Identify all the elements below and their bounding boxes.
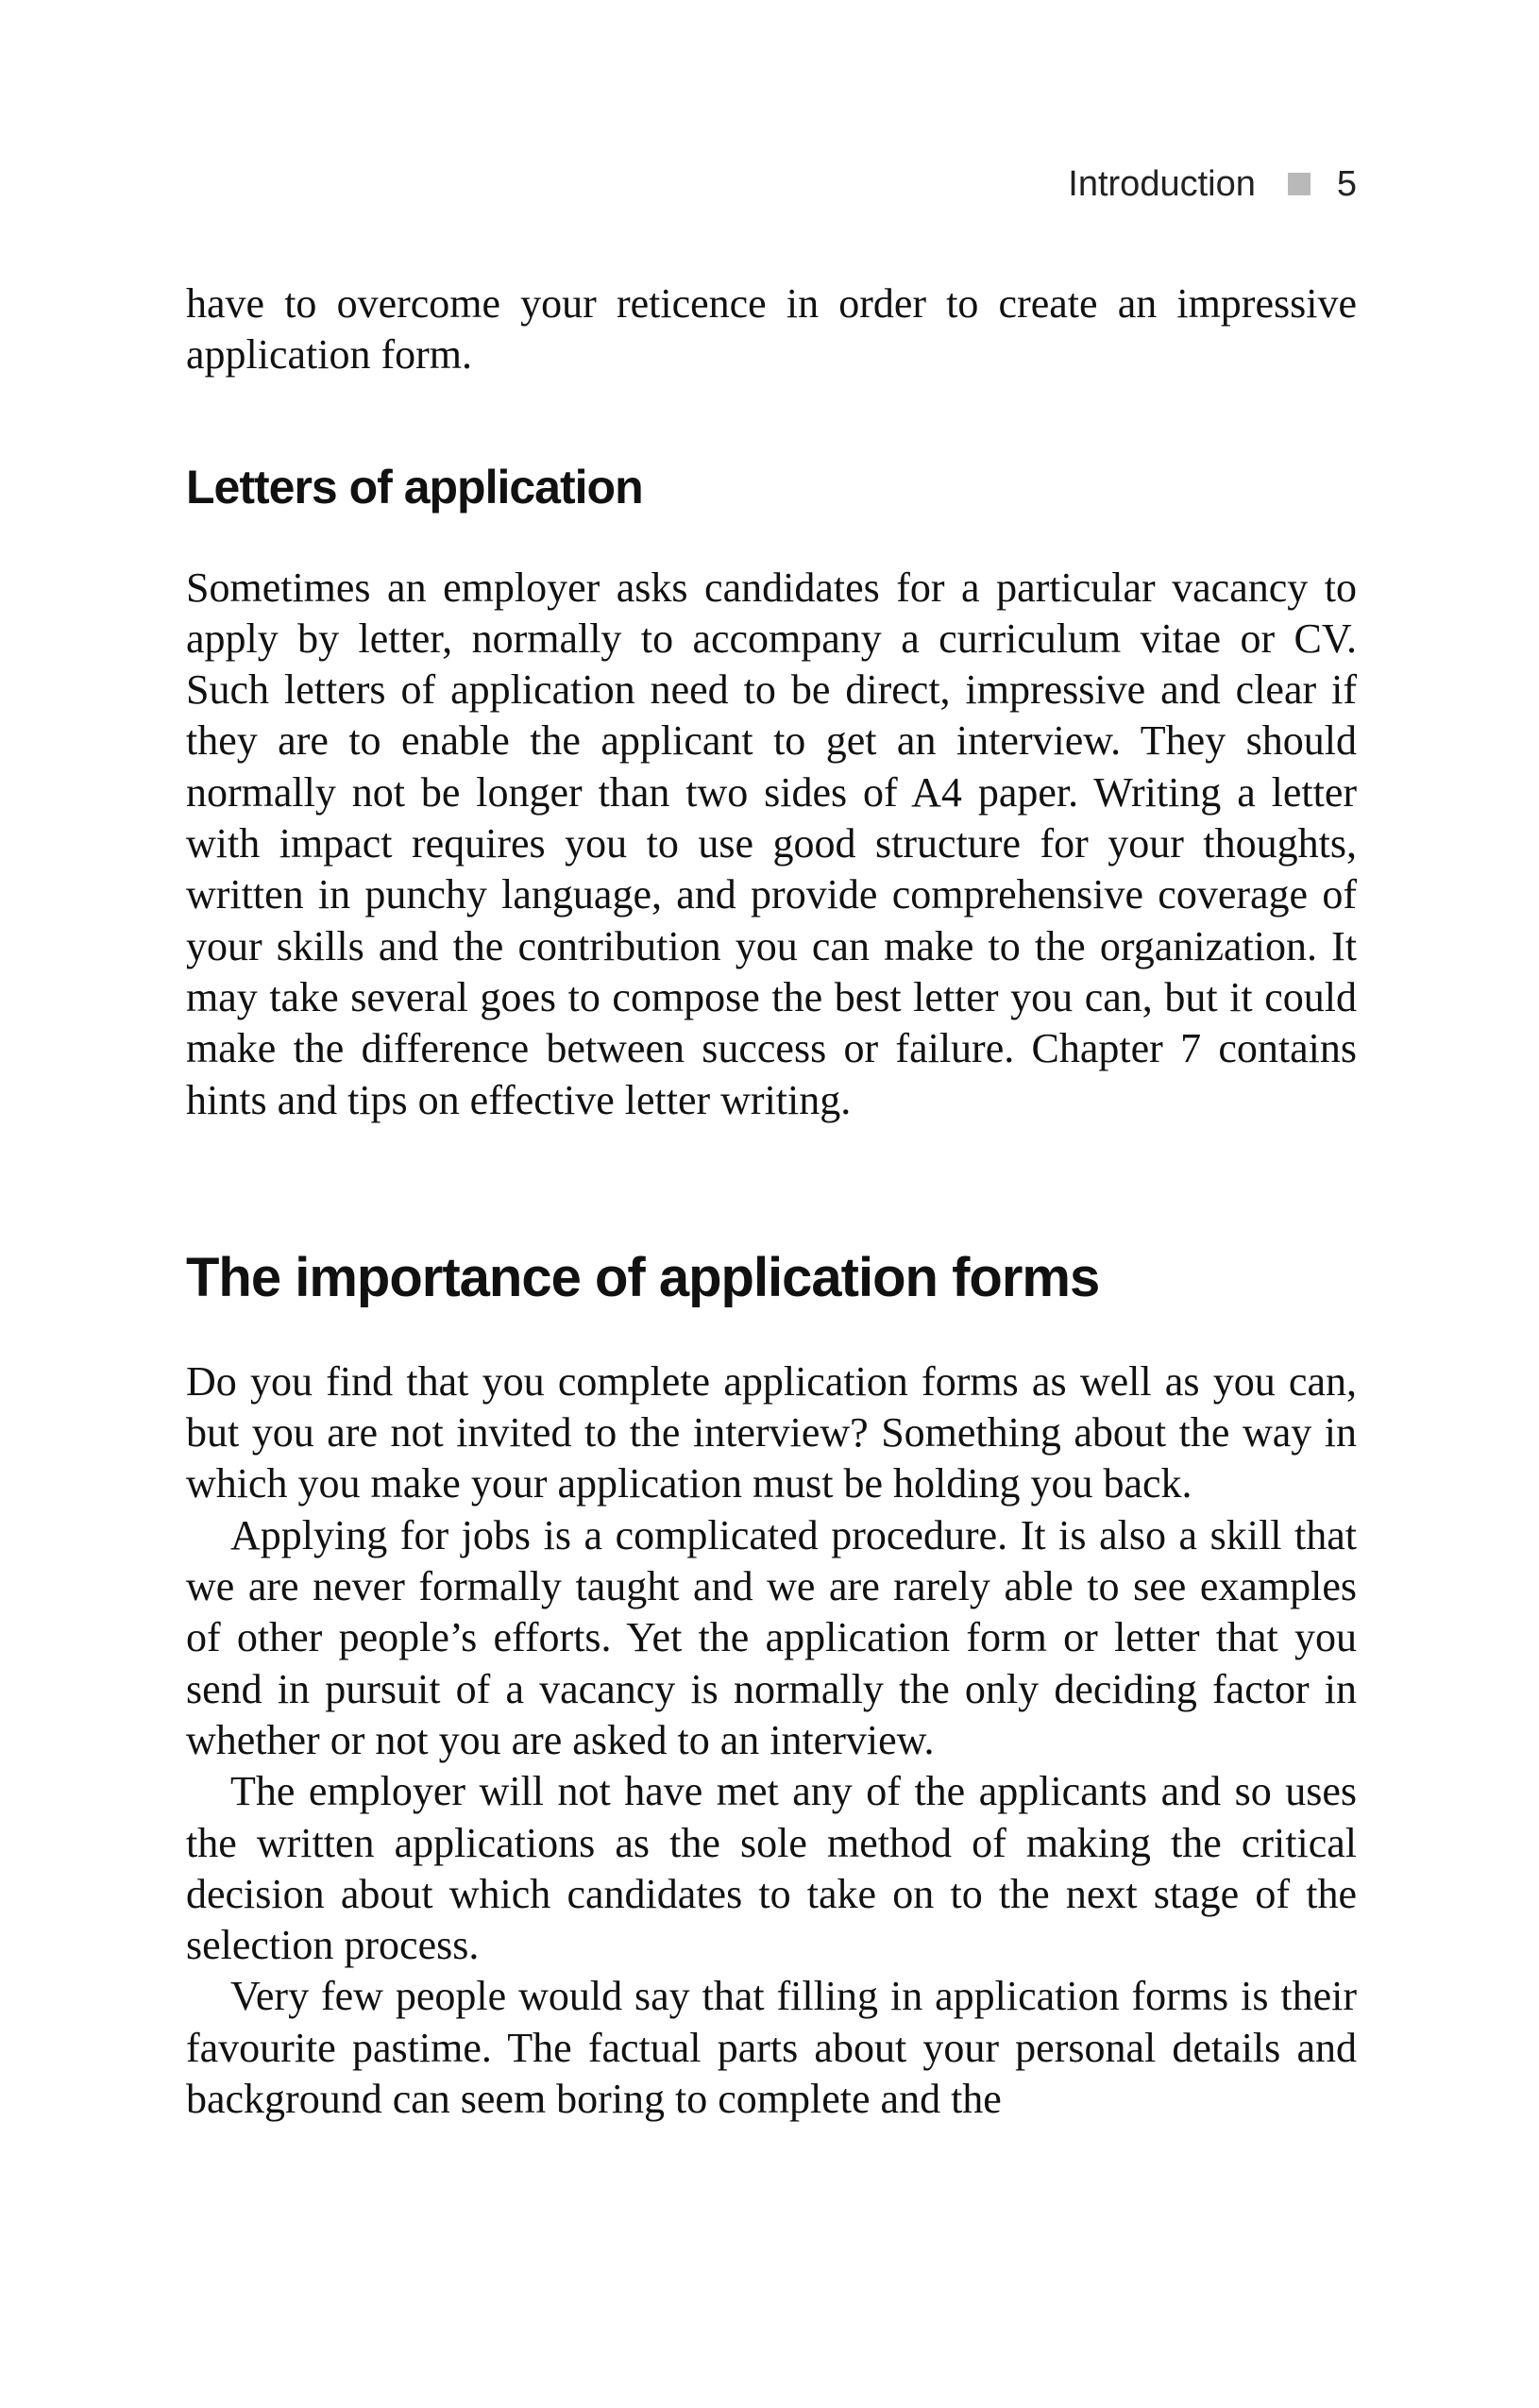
page-content: [186, 278, 1357, 2125]
letters-heading: Letters of application: [186, 460, 643, 514]
importance-paragraph-4: Very few people would say that filling in application forms is their favourite pastime. The factual parts about your personal details and background can seem boring to complete and the: [186, 1973, 1357, 2123]
continuation-paragraph: have to overcome your reticence in order to create an impressive application form.: [186, 280, 1357, 379]
page-number: 5: [1336, 164, 1357, 204]
importance-paragraph-1: Do you find that you complete application forms as well as you can, but you are not invited to the interview? Something about the way in which you make your application must be holding you back.: [186, 1357, 1357, 1507]
importance-heading: The importance of application forms: [186, 1246, 1100, 1308]
importance-paragraph-2: Applying for jobs is a complicated procedure. It is also a skill that we are never formally taught and we are rarely able to see examples of other people’s efforts. Yet the application form or letter that you send in pursuit of a vacancy is normally the only deciding factor in whether or not you are asked to an interview.: [186, 1511, 1357, 1763]
square-bullet-icon: [1288, 173, 1311, 195]
running-head-section: Introduction: [1068, 164, 1256, 204]
importance-paragraph-3: The employer will not have met any of the applicants and so uses the written applications as the sole method of making the critical decision about which candidates to take on to the next stage of the selection process.: [186, 1768, 1357, 1969]
running-head: [1068, 162, 1357, 206]
letters-paragraph: Sometimes an employer asks candidates for a particular vacancy to apply by letter, normally to accompany a curriculum vitae or CV. Such letters of application need to be direct, impressive and clear if they are to enable the applicant to get an interview. They should normally not be longer than two sides of A4 paper. Writing a letter with impact requires you to use good structure for your thoughts, written in punchy language, and provide comprehensive coverage of your skills and the contribution you can make to the organization. It may take several goes to compose the best letter you can, but it could make the difference between success or failure. Chapter 7 contains hints and tips on effective letter writing.: [186, 564, 1357, 1123]
